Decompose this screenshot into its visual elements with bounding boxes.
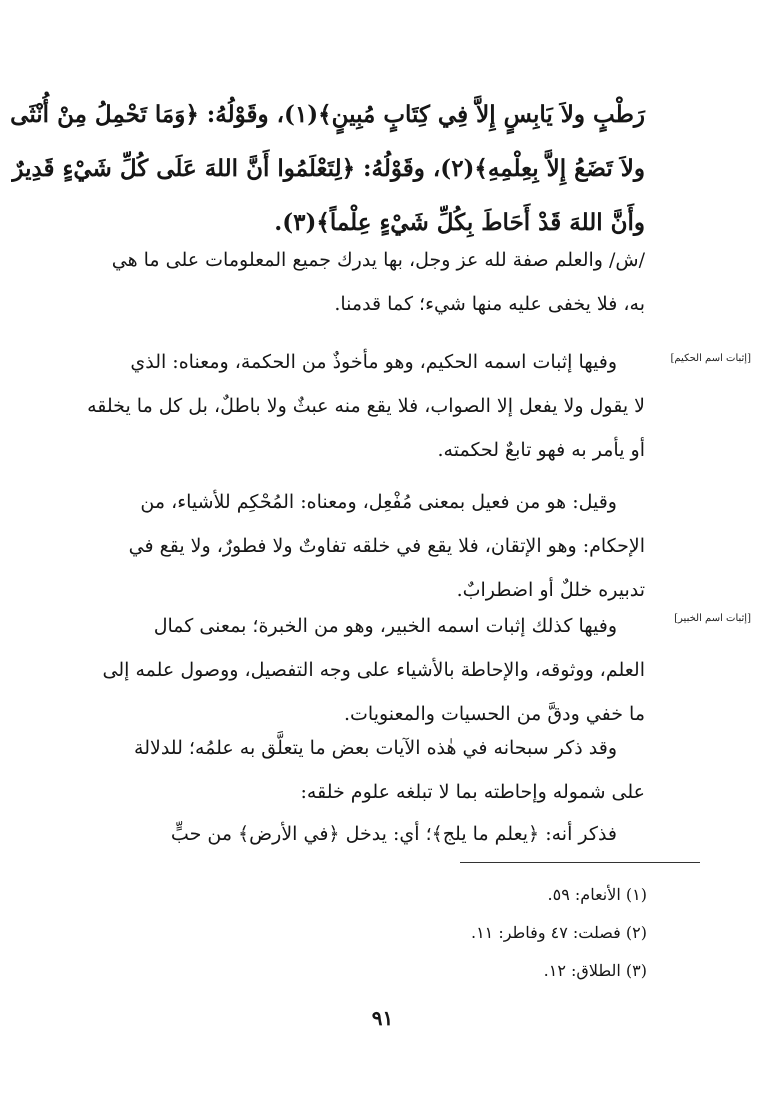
text-line: /ش/ والعلم صفة لله عز وجل، بها يدرك جميع المعلومات على ما هي [111,249,645,271]
text-line: العلم، ووثوقه، والإحاطة بالأشياء على وجه التفصيل، ووصول علمه إلى [102,659,645,681]
verse-line: رَطْبٍ ولاَ يَابِسٍ إِلاَّ فِي كِتَابٍ مُبِينٍ﴾(١)، وقَوْلُهُ: ﴿وَمَا تَحْمِلُ مِنْ أُنْثَى [10,101,645,128]
paragraph-name-khabir [70,604,645,736]
paragraph-what-enters-earth [70,812,645,856]
text-line: وقيل: هو من فعيل بمعنى مُفْعِل، ومعناه: المُحْكِم للأشياء، من [140,491,617,513]
verse-line: وأَنَّ اللهَ قَدْ أَحَاطَ بِكُلِّ شَيْءٍ عِلْماً﴾(٣). [274,209,645,236]
paragraph-name-hakim [70,340,645,472]
paragraph-knowledge-attribute [70,238,645,326]
page-number: ٩١ [371,1006,394,1030]
footnote: (٢) فصلت: ٤٧ وفاطر: ١١. [470,923,647,942]
text-line: ما خفي ودقَّ من الحسيات والمعنويات. [343,703,645,725]
text-line: الإحكام: وهو الإتقان، فلا يقع في خلقه تفاوتٌ ولا فطورٌ، ولا يقع في [128,535,645,557]
text-line: وقد ذكر سبحانه في هٰذه الآيات بعض ما يتعلَّق به علمُه؛ للدلالة [134,737,617,759]
text-line: على شموله وإحاطته بما لا تبلغه علوم خلقه: [300,781,645,803]
paragraph-hakim-meaning [70,480,645,612]
margin-note-hakim: [إثبات اسم الحكيم] [670,353,751,364]
text-line: وفيها إثبات اسمه الحكيم، وهو مأخوذٌ من الحكمة، ومعناه: الذي [130,351,617,373]
text-line: لا يقول ولا يفعل إلا الصواب، فلا يقع منه عبثٌ ولا باطلٌ، بل كل ما يخلقه [87,395,645,417]
text-line: وفيها كذلك إثبات اسمه الخبير، وهو من الخبرة؛ بمعنى كمال [153,615,617,637]
verse-line: ولاَ تَضَعُ إِلاَّ بِعِلْمِهِ﴾(٢)، وقَوْلُهُ: ﴿لِتَعْلَمُوا أَنَّ اللهَ عَلَى كُلِّ شَيْءٍ قَدِيرٌ [12,155,645,182]
quran-verses [10,88,645,250]
text-line: فذكر أنه: ﴿يعلم ما يلج﴾؛ أي: يدخل ﴿في الأرض﴾ من حبٍّ [170,823,617,845]
text-line: أو يأمر به فهو تابعٌ لحكمته. [437,439,645,461]
text-line: تدبيره خللٌ أو اضطرابٌ. [456,579,645,601]
footnotes [247,876,647,990]
footnote-divider [460,862,700,863]
paragraph-scope-of-knowledge [70,726,645,814]
text-line: به، فلا يخفى عليه منها شيء؛ كما قدمنا. [334,293,645,315]
margin-note-khabir: [إثبات اسم الخبير] [674,613,751,624]
footnote: (٣) الطلاق: ١٢. [543,961,647,980]
footnote: (١) الأنعام: ٥٩. [547,885,647,904]
